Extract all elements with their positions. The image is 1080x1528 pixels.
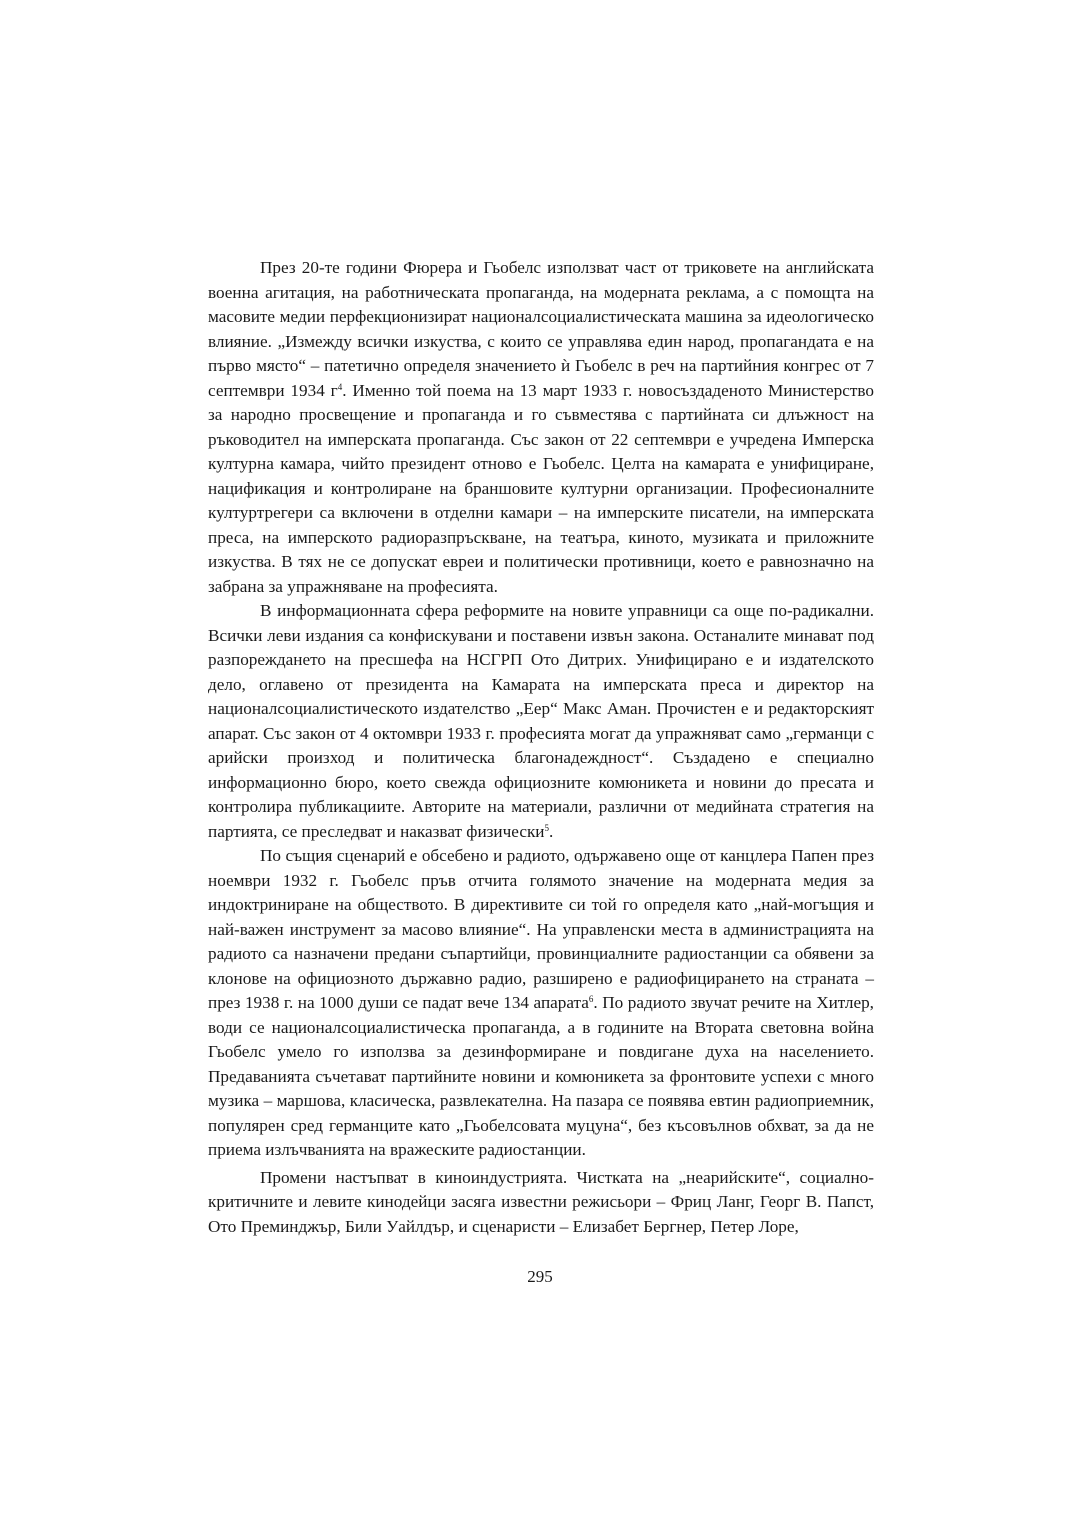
body-text — [208, 256, 874, 1239]
footnote-ref: 4 — [337, 381, 343, 392]
text-run: В информационната сфера реформите на новите управници са още по-радикални. Всички леви издания са конфискувани и поставени извън закона. Останалите минават под разпореждането на пресшефа на НСГРП Ото Дитрих. Унифицирано е и издателското дело, оглавено от президента на Камарата на имперската преса и директор на националсоциалистическото издателство „Еер“ Макс Аман. Прочистен е и редакторският апарат. Със закон от 4 октомври 1933 г. професията могат да упражняват само „германци с арийски произход и политическа благонадеждност“. Създадено е специално информационно бюро, което свежда официозните комюникета и новини до пресата и контролира публикациите. Авторите на материали, различни от медийната стратегия на партията, се преследват и наказват физически — [208, 601, 874, 841]
text-run: . — [549, 821, 554, 841]
text-run: През 20-те години Фюрера и Гьобелс използват част от триковете на английската военна агитация, на работническата пропаганда, на модерната реклама, а с помощта на масовите медии перфекционизират националсоциалистическата машина за идеологическо влияние. „Измежду всички изкуства, с които се управлява един народ, пропагандата е на първо място“ – патетично определя значението ѝ Гьобелс в реч на партийния конгрес от 7 септември 1934 г — [208, 258, 874, 400]
text-run: . По радиото звучат речите на Хитлер, води се националсоциалистическа пропаганда, а в годините на Втората световна война Гьобелс умело го използва за дезинформиране и повдигане духа на населението. Предаванията съчетават партийните новини и комюникета за фронтовите успехи с много музика – маршова, класическа, развлекателна. На пазара се появява евтин радиоприемник, популярен сред германците като „Гьобелсовата муцуна“, без късовълнов обхват, за да не приема излъчванията на вражеските радиостанции. — [208, 993, 874, 1159]
paragraph — [208, 1166, 874, 1240]
text-run: Промени настъпват в киноиндустрията. Чистката на „неарийските“, социално-критичните и левите кинодейци засяга известни режисьори – Фриц Ланг, Георг В. Папст, Ото Преминджър, Били Уайлдър, и сценаристи – Елизабет Бергнер, Петер Лоре, — [208, 1167, 874, 1236]
text-run: . Именно той поема на 13 март 1933 г. новосъздаденото Министерство за народно просвещение и пропаганда и го съвместява с партийната си длъжност на ръководител на имперската пропаганда. Със закон от 22 септември е учредена Имперска културна камара, чийто президент отново е Гьобелс. Целта на камарата е унифициране, нацификация и контролиране на браншовите културни организации. Професионалните културтрегери са включени в отделни камари – на имперските писатели, на имперската преса, на имперското радиоразпръскване, на театъра, киното, музиката и приложните изкуства. В тях не се допускат евреи и политически противници, което е равнозначно на забрана за упражняване на професията. — [208, 380, 875, 596]
paragraph — [208, 599, 874, 844]
paragraph — [208, 844, 874, 1163]
page-number: 295 — [527, 1267, 553, 1286]
paragraph — [208, 256, 874, 599]
footnote-ref: 5 — [544, 822, 550, 833]
text-run: По същия сценарий е обсебено и радиото, одържавено още от канцлера Папен през ноември 1932 г. Гьобелс пръв отчита голямото значение на модерната медия за индоктриниране на обществото. В директивите си той го определя като „най-могъщия и най-важен инструмент за масово влияние“. На управленски места в администрацията на радиото са назначени предани съпартийци, провинциалните радиостанции са обявени за клонове на официозното държавно радио, разширено е радиофицирането на страната – през 1938 г. на 1000 души се падат вече 134 апарата — [208, 846, 874, 1012]
footnote-ref: 6 — [588, 994, 594, 1004]
